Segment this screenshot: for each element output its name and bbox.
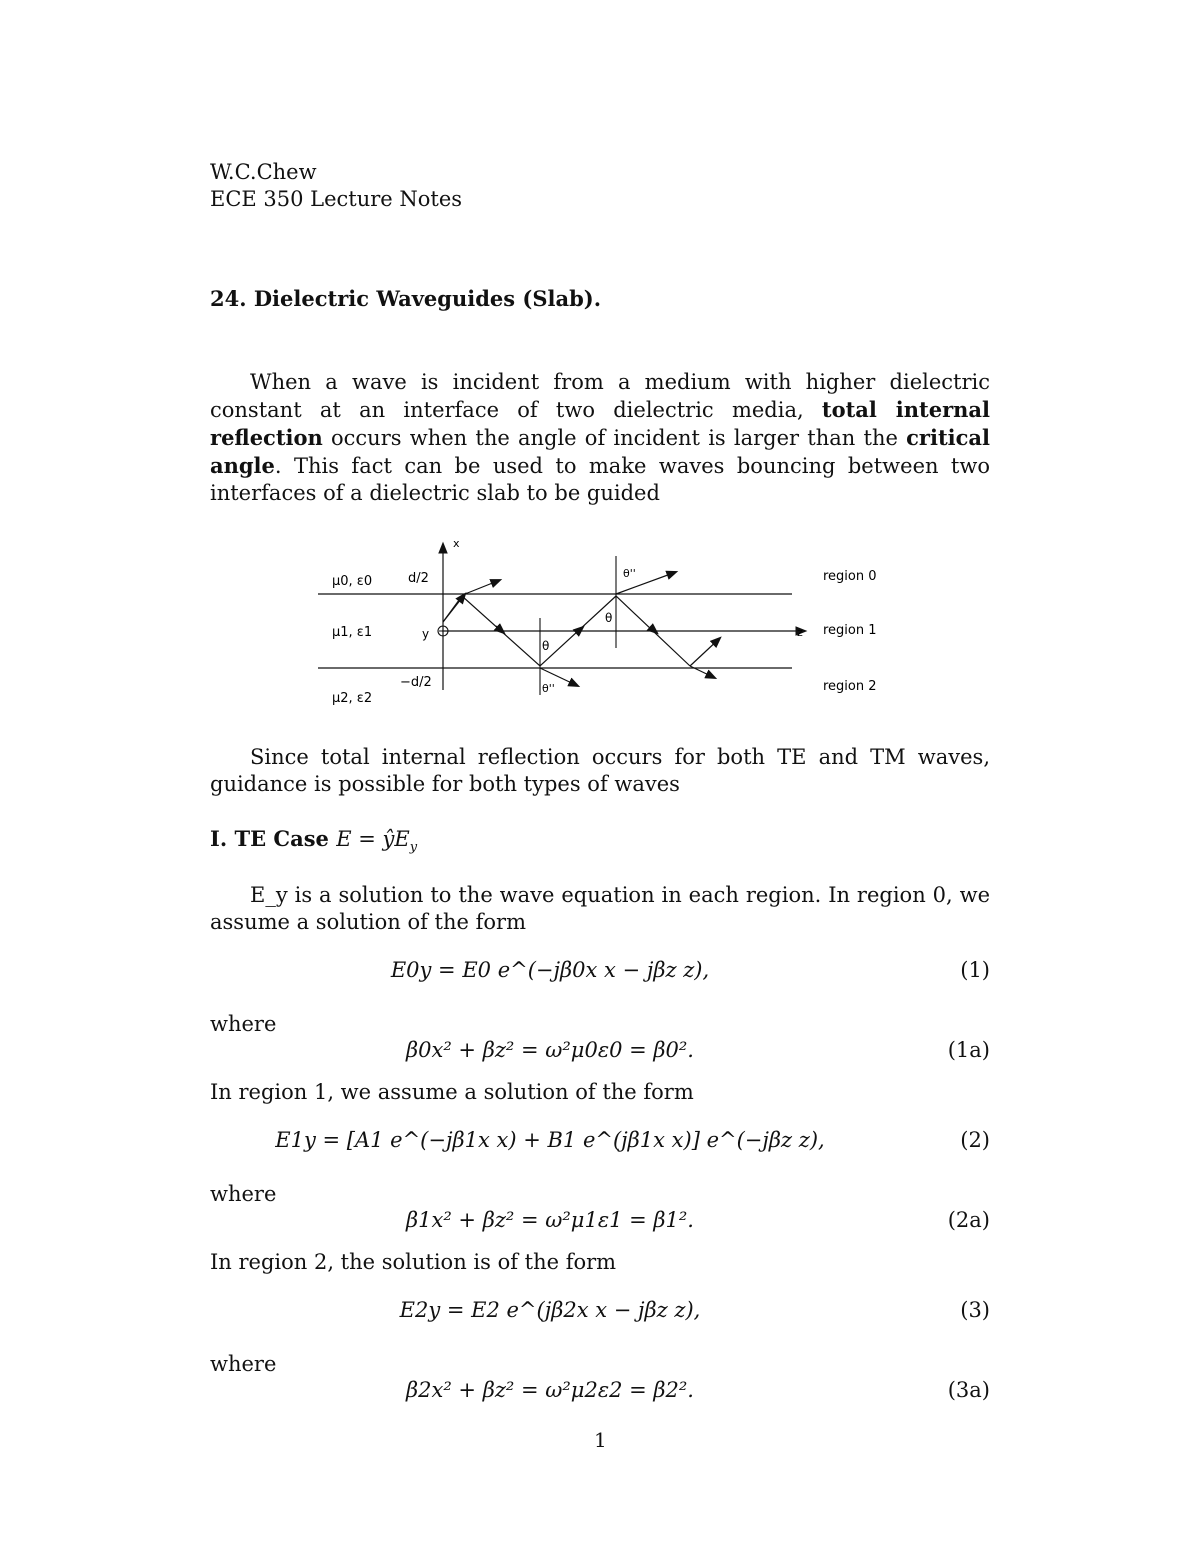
equation-1-body: E0y = E0 e^(−jβ0x x − jβz z), — [390, 958, 710, 982]
medium2-label: μ2, ε2 — [332, 691, 373, 706]
intro-bold-critical: critical angle — [210, 425, 990, 478]
equation-3a — [210, 1378, 990, 1408]
region0-label: region 0 — [823, 569, 877, 584]
where-1: where — [210, 1012, 277, 1036]
equation-1a-number: (1a) — [947, 1038, 990, 1062]
equation-1a-body: β0x² + βz² = ω²μ0ε0 = β0². — [405, 1038, 694, 1062]
page-number: 1 — [594, 1428, 607, 1452]
section-title: 24. Dielectric Waveguides (Slab). — [210, 286, 602, 311]
equation-1a — [210, 1038, 990, 1068]
where-2: where — [210, 1182, 277, 1206]
medium1-label: μ1, ε1 — [332, 625, 373, 640]
region2-label: region 2 — [823, 679, 877, 694]
intro-text-a: When a wave is incident from a medium with higher dielectric constant at an interface of two dielectric media, — [210, 370, 990, 422]
author-line: W.C.Chew — [210, 160, 317, 184]
where-3: where — [210, 1352, 277, 1376]
equation-1 — [210, 958, 990, 988]
equation-3-number: (3) — [960, 1298, 990, 1322]
medium0-label: μ0, ε0 — [332, 574, 373, 589]
reflected-ray-up — [690, 638, 720, 666]
intro-bold-tir: total internal reflection — [210, 397, 990, 450]
region1-label: region 1 — [823, 623, 877, 638]
top-boundary-label: d/2 — [408, 571, 429, 586]
equation-2-body: E1y = [A1 e^(−jβ1x x) + B1 e^(jβ1x x)] e^(−jβz z), — [275, 1128, 825, 1152]
equation-2a-number: (2a) — [947, 1208, 990, 1232]
equation-2a — [210, 1208, 990, 1238]
guidance-paragraph: Since total internal reflection occurs for both TE and TM waves, guidance is possible for both types of waves — [210, 745, 990, 796]
region2-text: In region 2, the solution is of the form — [210, 1250, 617, 1274]
equation-2a-body: β1x² + βz² = ω²μ1ε1 = β1². — [405, 1208, 694, 1232]
equation-3a-body: β2x² + βz² = ω²μ2ε2 = β2². — [405, 1378, 694, 1402]
course-line: ECE 350 Lecture Notes — [210, 187, 463, 211]
z-axis-label: z — [797, 626, 803, 639]
transmitted-ray-top-left — [465, 580, 500, 594]
y-axis-label: y — [422, 627, 430, 641]
x-axis-label: x — [453, 537, 460, 550]
entry-ray-arrow — [443, 594, 465, 622]
theta-label-top: θ — [605, 611, 613, 625]
intro-text-c: . This fact can be used to make waves bouncing between two interfaces of a dielectric slab to be guided — [210, 454, 990, 505]
intro-paragraph — [210, 369, 990, 507]
te-case-heading-math: $E = ŷE_y$ — [336, 827, 418, 856]
te-case-heading-text: I. TE Case — [210, 826, 337, 851]
theta-label-bottom: θ — [542, 639, 550, 653]
equation-3-body: E2y = E2 e^(jβ2x x − jβz z), — [399, 1298, 701, 1322]
region1-text: In region 1, we assume a solution of the form — [210, 1080, 694, 1104]
te-intro-paragraph: E_y is a solution to the wave equation in each region. In region 0, we assume a solution of the form — [210, 883, 990, 934]
equation-3a-number: (3a) — [947, 1378, 990, 1402]
theta-t-label-bottom: θ'' — [542, 682, 555, 695]
equation-2 — [210, 1128, 990, 1158]
te-case-heading — [210, 826, 417, 855]
equation-2-number: (2) — [960, 1128, 990, 1152]
intro-text-b: occurs when the angle of incident is larger than the — [322, 426, 907, 450]
equation-3 — [210, 1298, 990, 1328]
bottom-boundary-label: −d/2 — [400, 675, 432, 690]
slab-waveguide-figure — [310, 530, 910, 715]
equation-1-number: (1) — [960, 958, 990, 982]
theta-t-label-top: θ'' — [623, 567, 636, 580]
